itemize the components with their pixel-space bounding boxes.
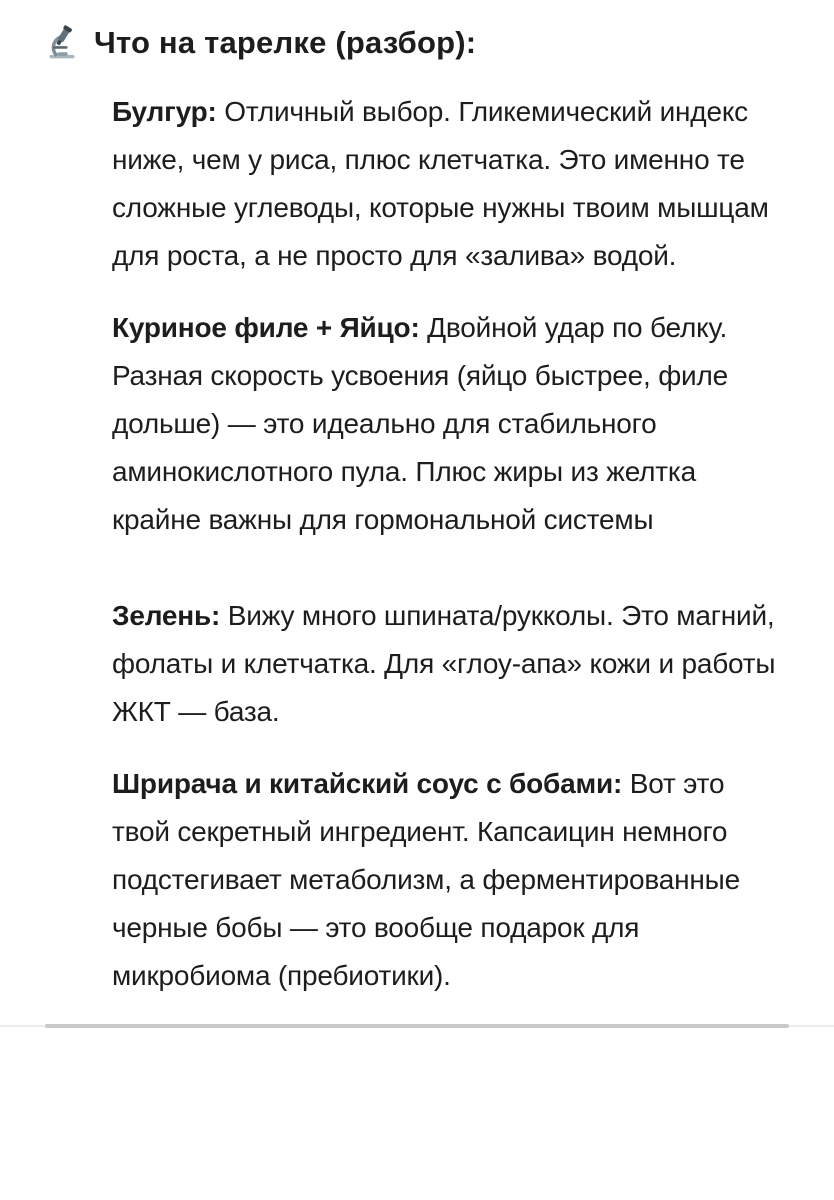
section-header bbox=[0, 22, 834, 64]
list-item-bulgur bbox=[66, 88, 794, 280]
list-item-body: Вот это твой секретный ингредиент. Капсаицин немного подстегивает метаболизм, а ферментированные черные бобы — это вообще подарок для микробиома (пребиотики). bbox=[112, 768, 740, 991]
bottom-divider bbox=[0, 1024, 834, 1028]
list-item-text bbox=[112, 592, 780, 736]
list-item-chicken-egg bbox=[66, 304, 794, 544]
list-item-text bbox=[112, 88, 780, 280]
list-item-body: Отличный выбор. Гликемический индекс ниже, чем у риса, плюс клетчатка. Это именно те сложные углеводы, которые нужны твоим мышцам для роста, а не просто для «залива» водой. bbox=[112, 96, 769, 271]
divider-line bbox=[45, 1024, 789, 1028]
bullet-list bbox=[0, 88, 834, 1000]
list-item-text bbox=[112, 760, 780, 1000]
list-item-body: Вижу много шпината/рукколы. Это магний, фолаты и клетчатка. Для «глоу-апа» кожи и работы ЖКТ — база. bbox=[112, 600, 776, 727]
page-title: Что на тарелке (разбор): bbox=[94, 25, 477, 60]
list-item-sriracha bbox=[66, 760, 794, 1000]
list-item-label: Булгур: bbox=[112, 96, 217, 127]
list-item-label: Шрирача и китайский соус с бобами: bbox=[112, 768, 623, 799]
list-item-body: Двойной удар по белку. Разная скорость усвоения (яйцо быстрее, филе дольше) — это идеально для стабильного аминокислотного пула. Плюс жиры из желтка крайне важны для гормональной системы bbox=[112, 312, 728, 535]
list-item-label: Куриное филе + Яйцо: bbox=[112, 312, 420, 343]
list-item-text bbox=[112, 304, 780, 544]
microscope-icon bbox=[44, 25, 81, 62]
list-item-greens bbox=[66, 592, 794, 736]
list-item-label: Зелень: bbox=[112, 600, 221, 631]
